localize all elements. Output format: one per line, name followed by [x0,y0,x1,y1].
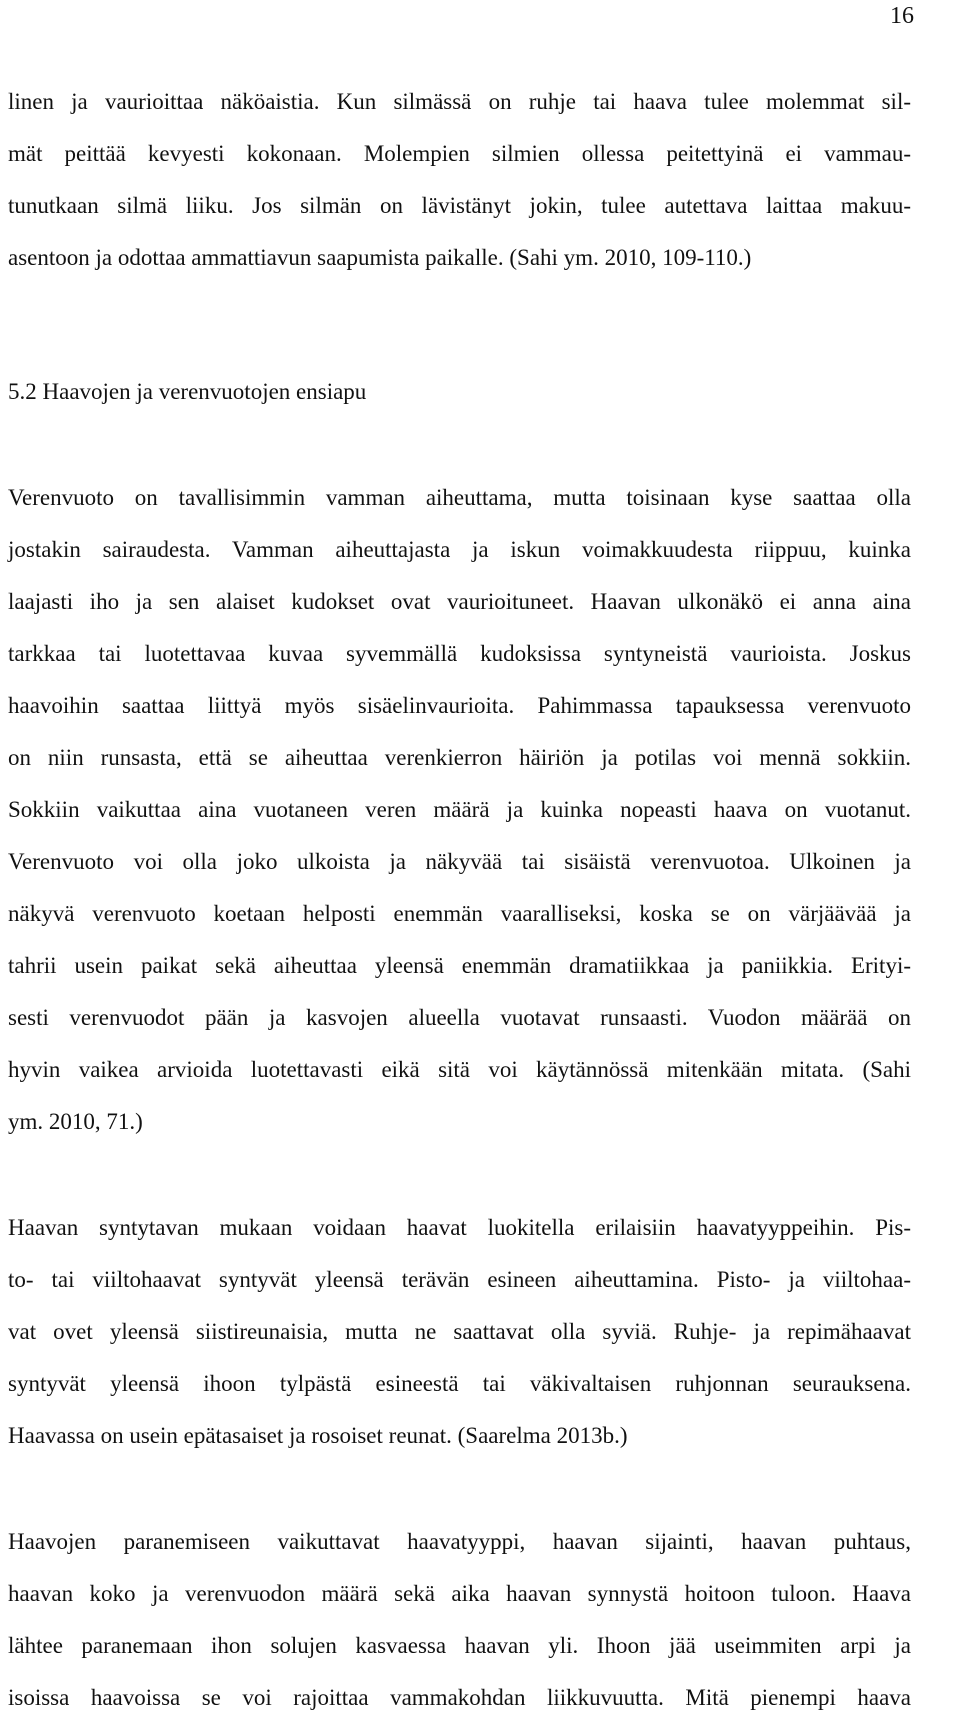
text-line: Haavojen paranemiseen vaikuttavat haavatyyppi, haavan sijainti, haavan puhtaus, [8,1529,911,1554]
text-line: on niin runsasta, että se aiheuttaa verenkierron häiriön ja potilas voi mennä sokkiin. [8,745,911,770]
text-line: Sokkiin vaikuttaa aina vuotaneen veren määrä ja kuinka nopeasti haava on vuotanut. [8,797,911,822]
text-line: lähtee paranemaan ihon solujen kasvaessa haavan yli. Ihoon jää useimmiten arpi ja [8,1633,911,1658]
text-line: jostakin sairaudesta. Vamman aiheuttajasta ja iskun voimakkuudesta riippuu, kuinka [8,537,911,562]
text-line: Verenvuoto voi olla joko ulkoista ja näkyvää tai sisäistä verenvuotoa. Ulkoinen ja [8,849,911,874]
text-line: asentoon ja odottaa ammattiavun saapumista paikalle. (Sahi ym. 2010, 109-110.) [8,245,752,270]
text-line: hyvin vaikea arvioida luotettavasti eikä sitä voi käytännössä mitenkään mitata. (Sahi [8,1057,911,1082]
text-line: tarkkaa tai luotettavaa kuvaa syvemmällä kudoksissa syntyneistä vaurioista. Joskus [8,641,911,666]
section-heading: 5.2 Haavojen ja verenvuotojen ensiapu [8,379,367,404]
text-line: haavan koko ja verenvuodon määrä sekä aika haavan synnystä hoitoon tuloon. Haava [8,1581,911,1606]
text-line: laajasti iho ja sen alaiset kudokset ovat vaurioituneet. Haavan ulkonäkö ei anna aina [8,589,911,614]
text-line: tunutkaan silmä liiku. Jos silmän on lävistänyt jokin, tulee autettava laittaa makuu- [8,193,911,218]
text-line: tahrii usein paikat sekä aiheuttaa yleensä enemmän dramatiikkaa ja paniikkia. Erityi- [8,953,911,978]
text-line: ym. 2010, 71.) [8,1109,143,1134]
text-line: Haavassa on usein epätasaiset ja rosoiset reunat. (Saarelma 2013b.) [8,1423,628,1448]
text-line: näkyvä verenvuoto koetaan helposti enemmän vaaralliseksi, koska se on värjäävää ja [8,901,911,926]
text-line: to- tai viiltohaavat syntyvät yleensä terävän esineen aiheuttamina. Pisto- ja viiltohaa- [8,1267,911,1292]
text-line: Verenvuoto on tavallisimmin vamman aiheuttama, mutta toisinaan kyse saattaa olla [8,485,911,510]
text-line: isoissa haavoissa se voi rajoittaa vammakohdan liikkuvuutta. Mitä pienempi haava [8,1685,911,1710]
text-line: haavoihin saattaa liittyä myös sisäelinvaurioita. Pahimmassa tapauksessa verenvuoto [8,693,911,718]
text-line: Haavan syntytavan mukaan voidaan haavat luokitella erilaisiin haavatyyppeihin. Pis- [8,1215,911,1240]
text-line: linen ja vaurioittaa näköaistia. Kun silmässä on ruhje tai haava tulee molemmat sil- [8,89,911,114]
text-line: syntyvät yleensä ihoon tylpästä esineestä tai väkivaltaisen ruhjonnan seurauksena. [8,1371,911,1396]
page-number: 16 [890,3,914,29]
text-line: sesti verenvuodot pään ja kasvojen alueella vuotavat runsaasti. Vuodon määrää on [8,1005,911,1030]
text-line: vat ovet yleensä siistireunaisia, mutta ne saattavat olla syviä. Ruhje- ja repimähaavat [8,1319,911,1344]
text-line: mät peittää kevyesti kokonaan. Molempien silmien ollessa peitettyinä ei vammau- [8,141,911,166]
